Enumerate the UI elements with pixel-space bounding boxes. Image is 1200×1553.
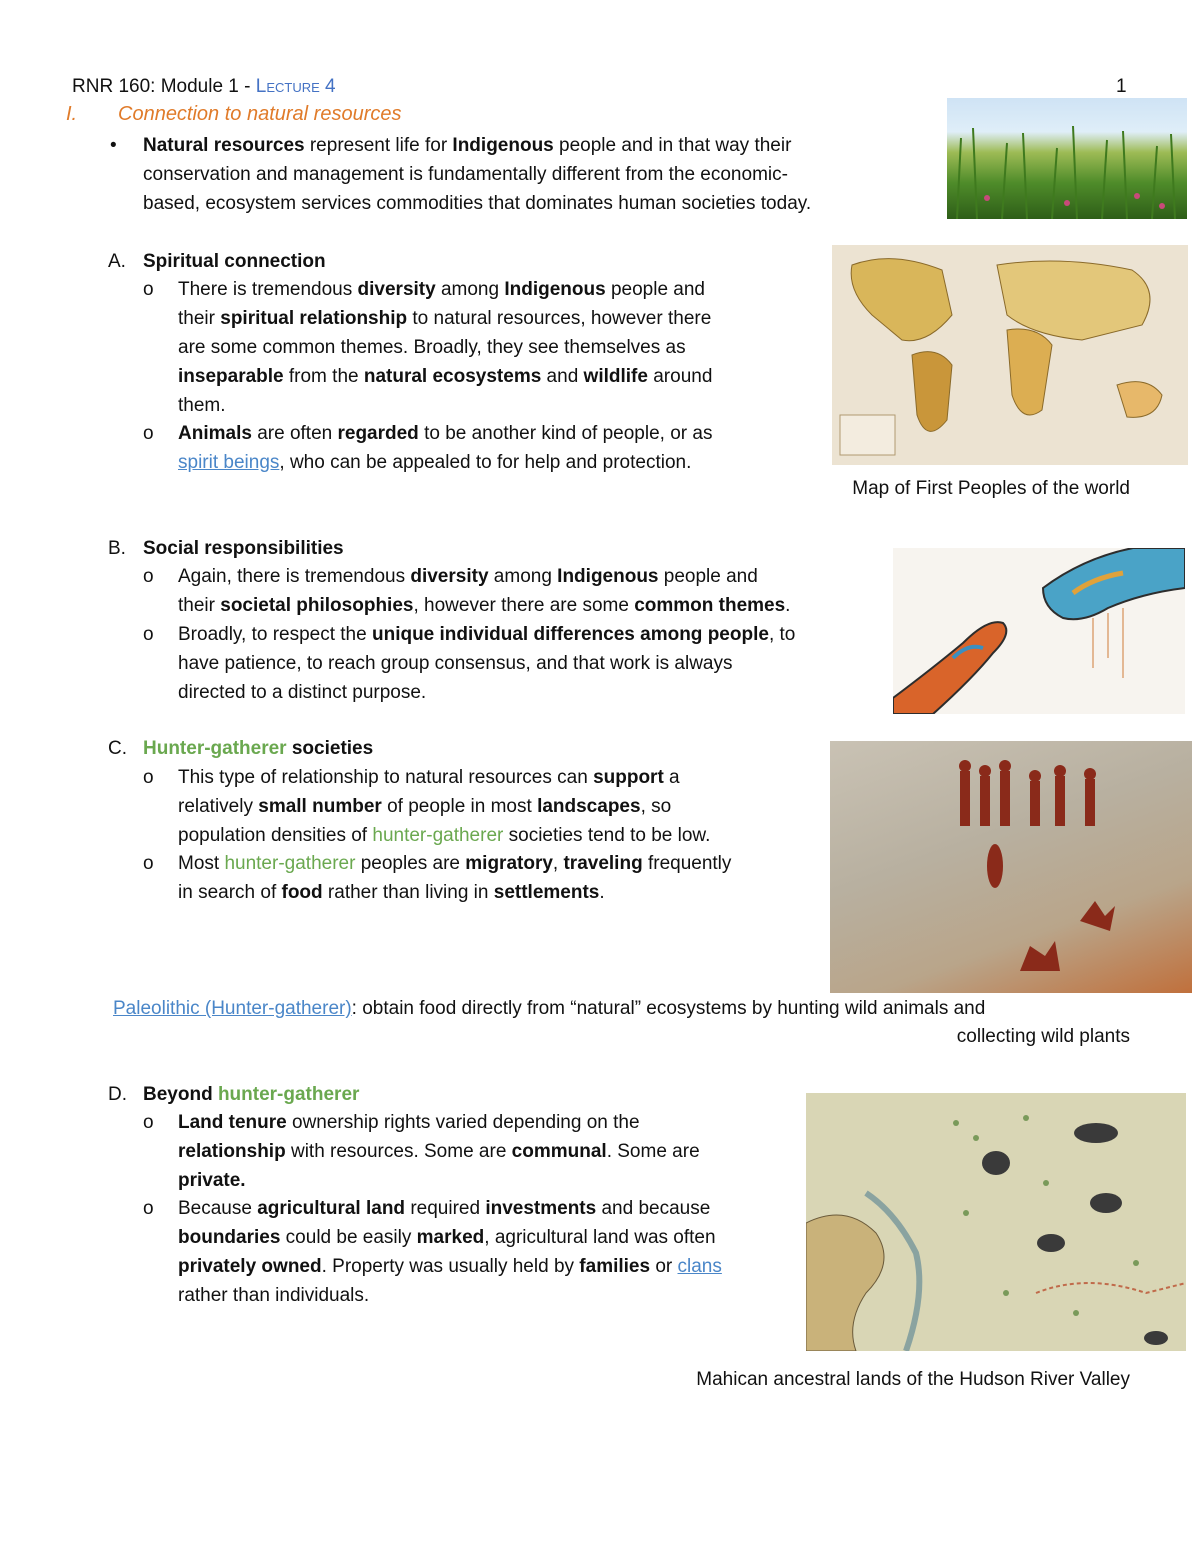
old-map-illustration	[806, 1093, 1186, 1351]
bullet-o: o	[143, 566, 154, 587]
sub-c-title-green: Hunter-gatherer	[143, 738, 287, 759]
bullet-o: o	[143, 1112, 154, 1133]
bullet-o: o	[143, 1198, 154, 1219]
section-numeral: I.	[66, 103, 78, 125]
definition-line-2: collecting wild plants	[956, 1026, 1130, 1047]
bullet-marker: •	[110, 135, 117, 156]
grass-field-photo	[947, 98, 1187, 219]
paleolithic-link[interactable]: Paleolithic (Hunter-gatherer)	[113, 998, 352, 1019]
sub-b-title: Social responsibilities	[143, 538, 344, 559]
sub-d-title-black: Beyond	[143, 1084, 218, 1105]
intro-paragraph: Natural resources represent life for Indigenous people and in that way their conservation and management is fundamentally different from the economic- based, ecosystem services commodities that dominates human societies today.	[143, 135, 812, 214]
definition-line-1	[113, 994, 1133, 1023]
sub-a-letter: A.	[108, 251, 126, 272]
d-point-1: Land tenure ownership rights varied depending on the relationship with resources. Some are communal. Some are private.	[178, 1112, 700, 1191]
hudson-valley-old-map	[806, 1093, 1186, 1351]
sub-c-title	[143, 734, 373, 763]
rock-art-photo	[830, 741, 1192, 993]
course-label: RNR 160: Module 1 -	[72, 76, 256, 97]
bullet-o: o	[143, 279, 154, 300]
c-point-2: Most hunter-gatherer peoples are migratory, traveling frequently in search of food rather than living in settlements.	[178, 853, 732, 903]
b-point-1: Again, there is tremendous diversity among Indigenous people and their societal philosophies, however there are some common themes.	[178, 566, 791, 616]
d-point-2: Because agricultural land required investments and because boundaries could be easily marked, agricultural land was often privately owned. Property was usually held by families or clans rather than individuals.	[178, 1198, 722, 1306]
b-point-2: Broadly, to respect the unique individual differences among people, to have patience, to reach group consensus, and that work is always directed to a distinct purpose.	[178, 624, 796, 703]
bullet-o: o	[143, 767, 154, 788]
world-map-illustration	[832, 245, 1188, 465]
bullet-o: o	[143, 853, 154, 874]
a-point-2: Animals are often regarded to be another kind of people, or as spirit beings, who can be appealed to for help and protection.	[178, 423, 713, 473]
clans-link[interactable]: clans	[677, 1256, 722, 1277]
page-number: 1	[1116, 76, 1127, 97]
hands-illustration	[893, 548, 1185, 714]
grass-illustration	[947, 98, 1187, 219]
sub-a-title: Spiritual connection	[143, 251, 326, 272]
definition-text-1: : obtain food directly from “natural” ecosystems by hunting wild animals and	[351, 998, 986, 1019]
a-point-1: There is tremendous diversity among Indigenous people and their spiritual relationship to natural resources, however there are some common themes. Broadly, they see themselves as inseparable from the natural ecosystems and wildlife around them.	[178, 279, 713, 416]
lecture-label: Lecture 4	[255, 76, 336, 97]
sub-d-title-green: hunter-gatherer	[217, 1084, 360, 1105]
c-point-1: This type of relationship to natural resources can support a relatively small number of people in most landscapes, so population densities of hunter-gatherer societies tend to be low.	[178, 767, 711, 846]
sub-b-letter: B.	[108, 538, 126, 559]
sub-d-letter: D.	[108, 1084, 127, 1105]
section-title: Connection to natural resources	[118, 103, 402, 125]
map-caption: Map of First Peoples of the world	[852, 478, 1130, 499]
sub-c-letter: C.	[108, 738, 127, 759]
world-indigenous-map	[832, 245, 1188, 465]
page-header	[72, 76, 336, 98]
spirit-beings-link[interactable]: spirit beings	[178, 452, 280, 473]
bullet-o: o	[143, 423, 154, 444]
mahican-caption: Mahican ancestral lands of the Hudson River Valley	[696, 1369, 1130, 1390]
rock-art-illustration	[830, 741, 1192, 993]
bullet-o: o	[143, 624, 154, 645]
painted-hands-artwork	[893, 548, 1185, 714]
sub-d-title	[143, 1080, 359, 1109]
sub-c-title-rest: societies	[286, 738, 374, 759]
